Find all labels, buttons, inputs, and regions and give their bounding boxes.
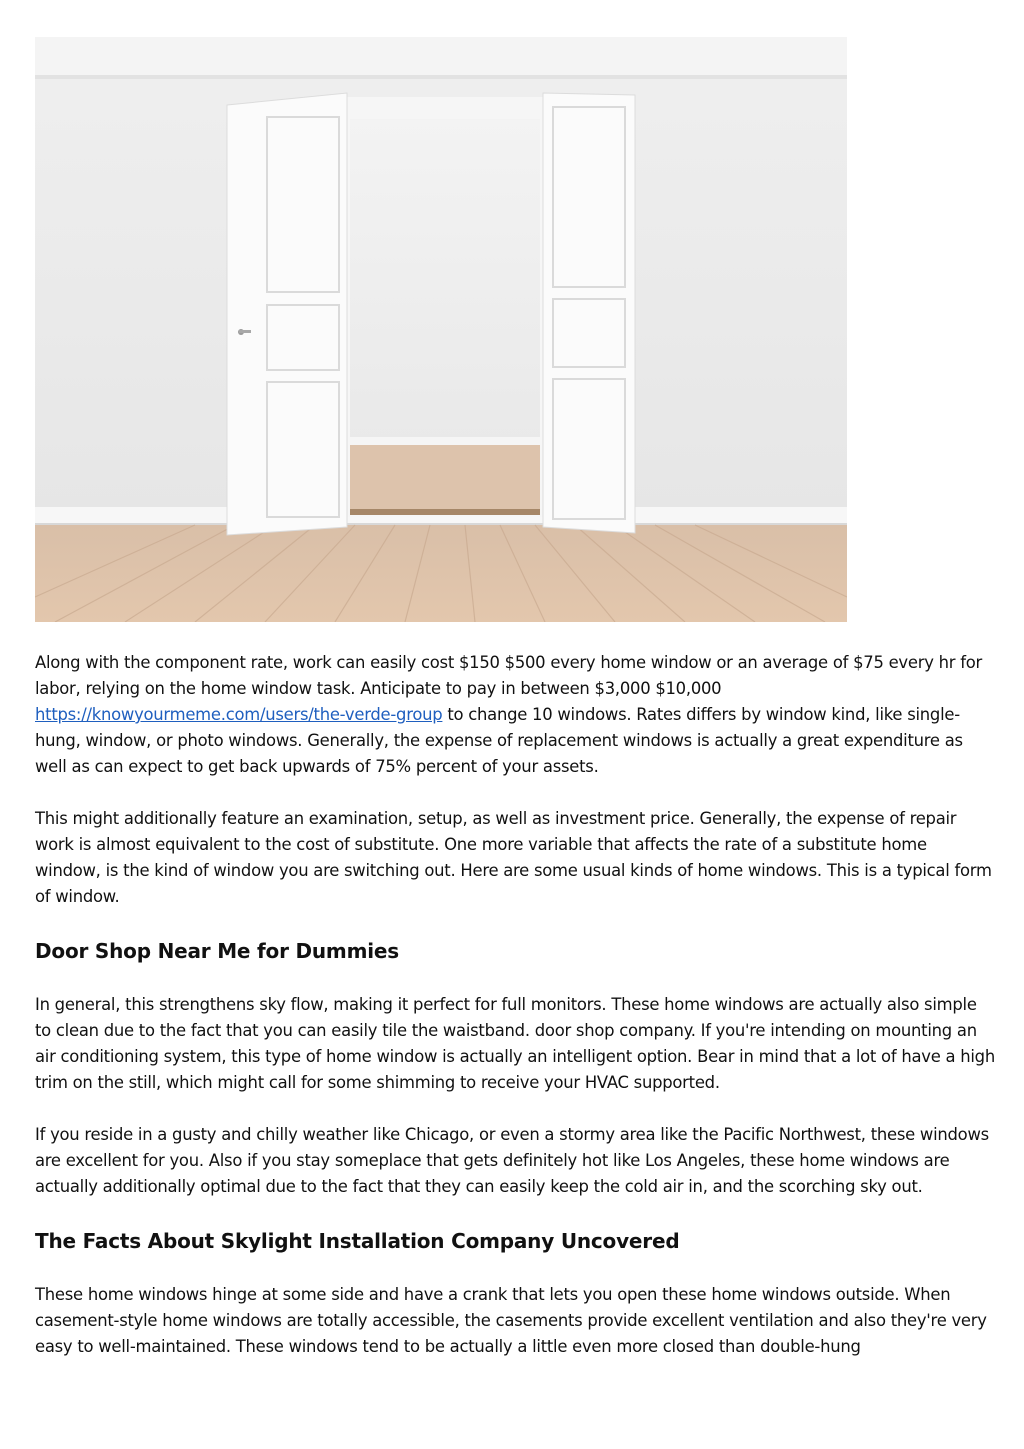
paragraph xyxy=(35,650,995,780)
paragraph: In general, this strengthens sky flow, making it perfect for full monitors. These home windows are actually also simple to clean due to the fact that you can easily tile the waistband. door shop company. If you're intending on mounting an air conditioning system, this type of home window is actually an intelligent option. Bear in mind that a lot of have a high trim on the still, which might call for some shimming to receive your HVAC supported. xyxy=(35,995,995,1092)
paragraph: If you reside in a gusty and chilly weather like Chicago, or even a stormy area like the Pacific Northwest, these windows are excellent for you. Also if you stay someplace that gets definitely hot like Los Angeles, these home windows are actually additionally optimal due to the fact that they can easily keep the cold air in, and the scorching sky out. xyxy=(35,1125,989,1196)
room-with-double-doors-photo xyxy=(35,37,847,622)
paragraph-text: Along with the component rate, work can easily cost $150 $500 every home window or an average of $75 every hr for labor, relying on the home window task. Anticipate to pay in between $3,000 $10,000 xyxy=(35,653,982,698)
paragraph: This might additionally feature an examination, setup, as well as investment price. Generally, the expense of repair work is almost equivalent to the cost of substitute. One more variable that affects the rate of a substitute home window, is the kind of window you are switching out. Here are some usual kinds of home windows. This is a typical form of window. xyxy=(35,809,992,906)
hero-image xyxy=(35,37,847,622)
paragraph: These home windows hinge at some side and have a crank that lets you open these home windows outside. When casement-style home windows are totally accessible, the casements provide excellent ventilation and also they're very easy to well-maintained. These windows tend to be actually a little even more closed than double-hung xyxy=(35,1285,987,1356)
section-heading: The Facts About Skylight Installation Company Uncovered xyxy=(35,1229,680,1253)
section-heading: Door Shop Near Me for Dummies xyxy=(35,939,399,963)
article-body xyxy=(35,650,995,1360)
verde-group-link[interactable]: https://knowyourmeme.com/users/the-verde-group xyxy=(35,705,443,724)
paragraph-text: to change 10 windows. Rates differs by window kind, like single-hung, window, or photo windows. Generally, the expense of replacement windows is actually a great expenditure as well as can expect to get back upwards of 75% percent of your assets. xyxy=(35,705,963,776)
